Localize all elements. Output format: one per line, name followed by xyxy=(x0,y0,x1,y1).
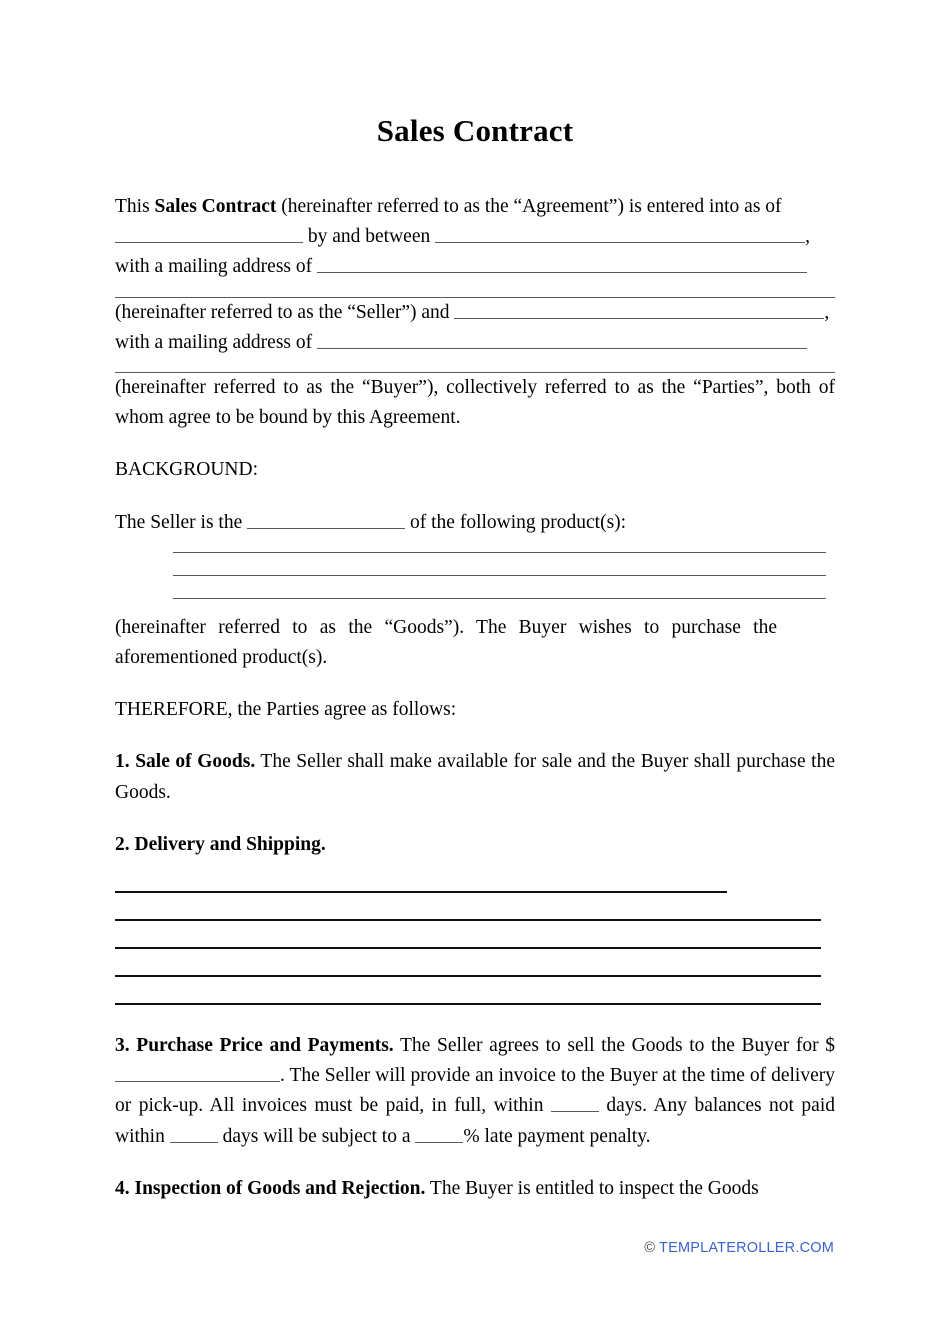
intro-comma-2: , xyxy=(824,301,830,323)
intro-text-by-and-between: by and between xyxy=(303,226,436,248)
blank-invoice-days[interactable] xyxy=(551,1094,599,1113)
spacer xyxy=(115,538,835,552)
section-2-paragraph xyxy=(115,830,835,860)
section-1-paragraph xyxy=(115,747,835,807)
section-2-number: 2. xyxy=(115,833,130,855)
spacer xyxy=(115,921,835,947)
intro-text-buyer-address-label: with a mailing address of xyxy=(115,331,317,353)
spacer xyxy=(115,725,835,747)
intro-comma-1: , xyxy=(805,226,810,248)
intro-paragraph-4 xyxy=(115,328,835,358)
spacer xyxy=(115,860,835,891)
page-title: Sales Contract xyxy=(376,113,574,148)
intro-paragraph-1 xyxy=(115,192,835,252)
intro-text-seller-address-label: with a mailing address of xyxy=(115,256,317,278)
background-goods-paragraph: (hereinafter referred to as the “Goods”). The Buyer wishes to purchase the aforementioned product(s). xyxy=(115,616,777,669)
spacer xyxy=(115,893,835,919)
section-4-paragraph xyxy=(115,1174,835,1204)
section-1-body: The Seller shall make available for sale and the Buyer shall purchase the Goods. xyxy=(115,751,836,803)
section-3-body-b: . The Seller will provide an invoice to the Buyer at the time of delivery or pick-up. All invoices must be paid, in full, within xyxy=(115,1065,835,1117)
blank-buyer-address-line1[interactable] xyxy=(317,330,807,349)
section-2-heading: Delivery and Shipping. xyxy=(134,833,326,855)
blank-seller-name[interactable] xyxy=(435,224,805,243)
blank-seller-role[interactable] xyxy=(247,510,405,529)
blank-purchase-price[interactable] xyxy=(115,1063,280,1082)
background-seller-role-line xyxy=(115,508,777,538)
section-4-body: The Buyer is entitled to inspect the Goods xyxy=(425,1177,759,1199)
background-text-following-products: of the following product(s): xyxy=(405,511,627,533)
blank-late-penalty-percent[interactable] xyxy=(415,1124,463,1143)
background-heading: BACKGROUND: xyxy=(115,459,259,481)
background-therefore-line: THEREFORE, the Parties agree as follows: xyxy=(115,699,457,721)
section-4-heading: Inspection of Goods and Rejection. xyxy=(134,1177,426,1199)
blank-overdue-days[interactable] xyxy=(170,1124,218,1143)
spacer xyxy=(115,283,835,297)
intro-text-this: This xyxy=(115,196,155,217)
intro-paragraph-5: (hereinafter referred to as the “Buyer”), collectively referred to as the “Parties”, both of whom agree to be bound by this Agreement. xyxy=(115,377,835,429)
spacer xyxy=(115,949,835,975)
document-body xyxy=(115,192,835,1204)
section-3-paragraph xyxy=(115,1031,835,1152)
section-1-number: 1. xyxy=(115,751,130,773)
intro-term-sales-contract: Sales Contract xyxy=(154,196,277,217)
spacer xyxy=(115,673,835,695)
spacer xyxy=(173,553,835,575)
section-4-number: 4. xyxy=(115,1177,130,1199)
footer-watermark xyxy=(644,1240,834,1256)
section-3-body-e: % late payment penalty. xyxy=(463,1125,651,1147)
spacer xyxy=(115,486,835,508)
shipping-blank-lines xyxy=(115,891,835,1005)
section-3-body-a: The Seller agrees to sell the Goods to the Buyer for $ xyxy=(393,1035,836,1057)
intro-paragraph-3 xyxy=(115,298,835,328)
spacer xyxy=(115,358,835,372)
section-3-number: 3. xyxy=(115,1035,130,1057)
copyright-icon: © xyxy=(644,1240,660,1256)
intro-text-seller-defined: (hereinafter referred to as the “Seller”) and xyxy=(115,301,455,323)
section-1-heading: Sale of Goods. xyxy=(135,751,256,773)
blank-buyer-name[interactable] xyxy=(454,300,824,319)
section-3-body-c: days. Any balances not paid within xyxy=(115,1095,835,1147)
spacer xyxy=(115,808,835,830)
spacer xyxy=(115,599,835,613)
section-3-body-d: days will be subject to a xyxy=(217,1125,416,1147)
footer-site-link[interactable]: TEMPLATEROLLER.COM xyxy=(659,1240,834,1256)
spacer xyxy=(173,576,835,598)
spacer xyxy=(115,433,835,455)
intro-paragraph-2 xyxy=(115,252,835,282)
blank-seller-address-line1[interactable] xyxy=(317,254,807,273)
product-description-blank-lines xyxy=(173,552,835,599)
intro-text-agreement: (hereinafter referred to as the “Agreement”) is entered into as of xyxy=(276,196,782,217)
spacer xyxy=(115,977,835,1003)
section-3-heading: Purchase Price and Payments. xyxy=(136,1035,394,1057)
spacer xyxy=(115,1005,835,1031)
blank-effective-date[interactable] xyxy=(115,224,303,243)
background-text-seller-is-the: The Seller is the xyxy=(115,511,248,533)
spacer xyxy=(115,1152,835,1174)
